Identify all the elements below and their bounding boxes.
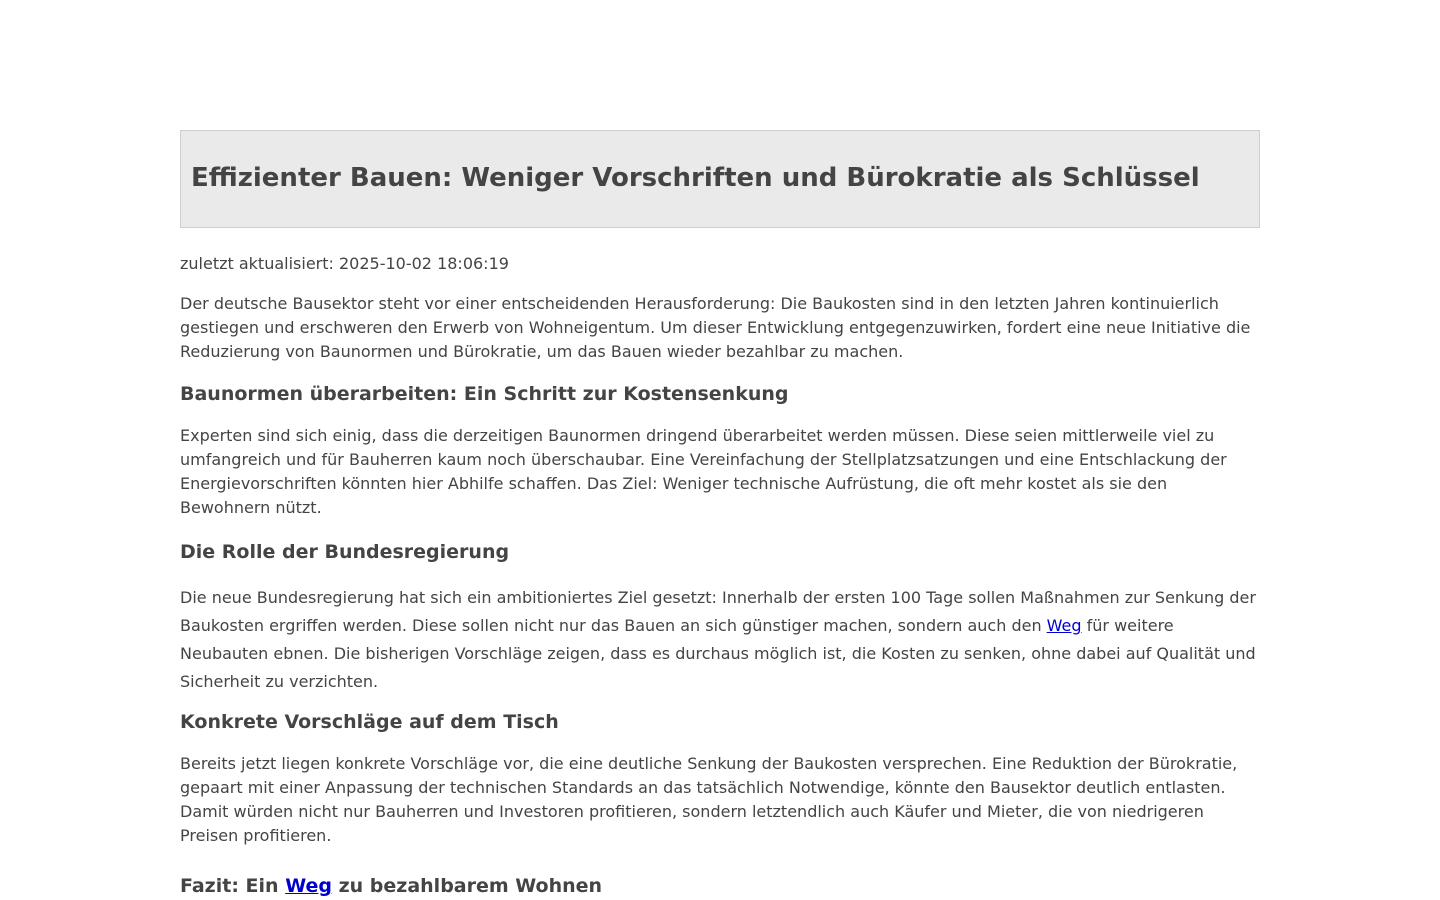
weg-link[interactable]: Weg: [1046, 616, 1082, 635]
fazit-weg-link[interactable]: Weg: [285, 875, 332, 897]
page-title: Effizienter Bauen: Weniger Vorschriften und Bürokratie als Schlüssel: [191, 163, 1200, 194]
text-after-link: für weitere Neubauten ebnen. Die bisherigen Vorschläge zeigen, dass es durchaus möglich ist, die Kosten zu senken, ohne dabei auf Qualität und Sicherheit zu verzichten.: [180, 616, 1256, 691]
article: [180, 130, 1260, 898]
section-heading-fazit: [180, 874, 1260, 898]
section-text-baunormen: Experten sind sich einig, dass die derzeitigen Baunormen dringend überarbeitet werden müssen. Diese seien mittlerweile viel zu umfangreich und für Bauherren kaum noch überschaubar. Eine Vereinfachung der Stellplatzsatzungen und eine Entschlackung der Energievorschriften könnten hier Abhilfe schaffen. Das Ziel: Weniger technische Aufrüstung, die oft mehr kostet als sie den Bewohnern nützt.: [180, 426, 1227, 517]
heading-before-link: Fazit: Ein: [180, 875, 286, 897]
section-text-bundesregierung: [180, 584, 1260, 696]
section-heading-baunormen: Baunormen überarbeiten: Ein Schritt zur Kostensenkung: [180, 383, 789, 405]
text-before-link: Die neue Bundesregierung hat sich ein ambitioniertes Ziel gesetzt: Innerhalb der ersten 100 Tage sollen Maßnahmen zur Senkung der Baukosten ergriffen werden. Diese sollen nicht nur das Bauen an sich günstiger machen, sondern auch den: [180, 588, 1256, 635]
last-updated: zuletzt aktualisiert: 2025-10-02 18:06:19: [180, 254, 509, 273]
section-text-vorschlaege: Bereits jetzt liegen konkrete Vorschläge vor, die eine deutliche Senkung der Baukosten versprechen. Eine Reduktion der Bürokratie, gepaart mit einer Anpassung der technischen Standards an das tatsächlich Notwendige, könnte den Bausektor deutlich entlasten. Damit würden nicht nur Bauherren und Investoren profitieren, sondern letztendlich auch Käufer und Mieter, die von niedrigeren Preisen profitieren.: [180, 754, 1238, 845]
intro-paragraph: Der deutsche Bausektor steht vor einer entscheidenden Herausforderung: Die Baukosten sind in den letzten Jahren kontinuierlich gestiegen und erschweren den Erwerb von Wohneigentum. Um dieser Entwicklung entgegenzuwirken, fordert eine neue Initiative die Reduzierung von Baunormen und Bürokratie, um das Bauen wieder bezahlbar zu machen.: [180, 294, 1251, 361]
heading-after-link: zu bezahlbarem Wohnen: [331, 875, 603, 897]
section-heading-vorschlaege: Konkrete Vorschläge auf dem Tisch: [180, 711, 559, 733]
section-heading-bundesregierung: Die Rolle der Bundesregierung: [180, 541, 510, 563]
title-banner: [180, 130, 1260, 228]
